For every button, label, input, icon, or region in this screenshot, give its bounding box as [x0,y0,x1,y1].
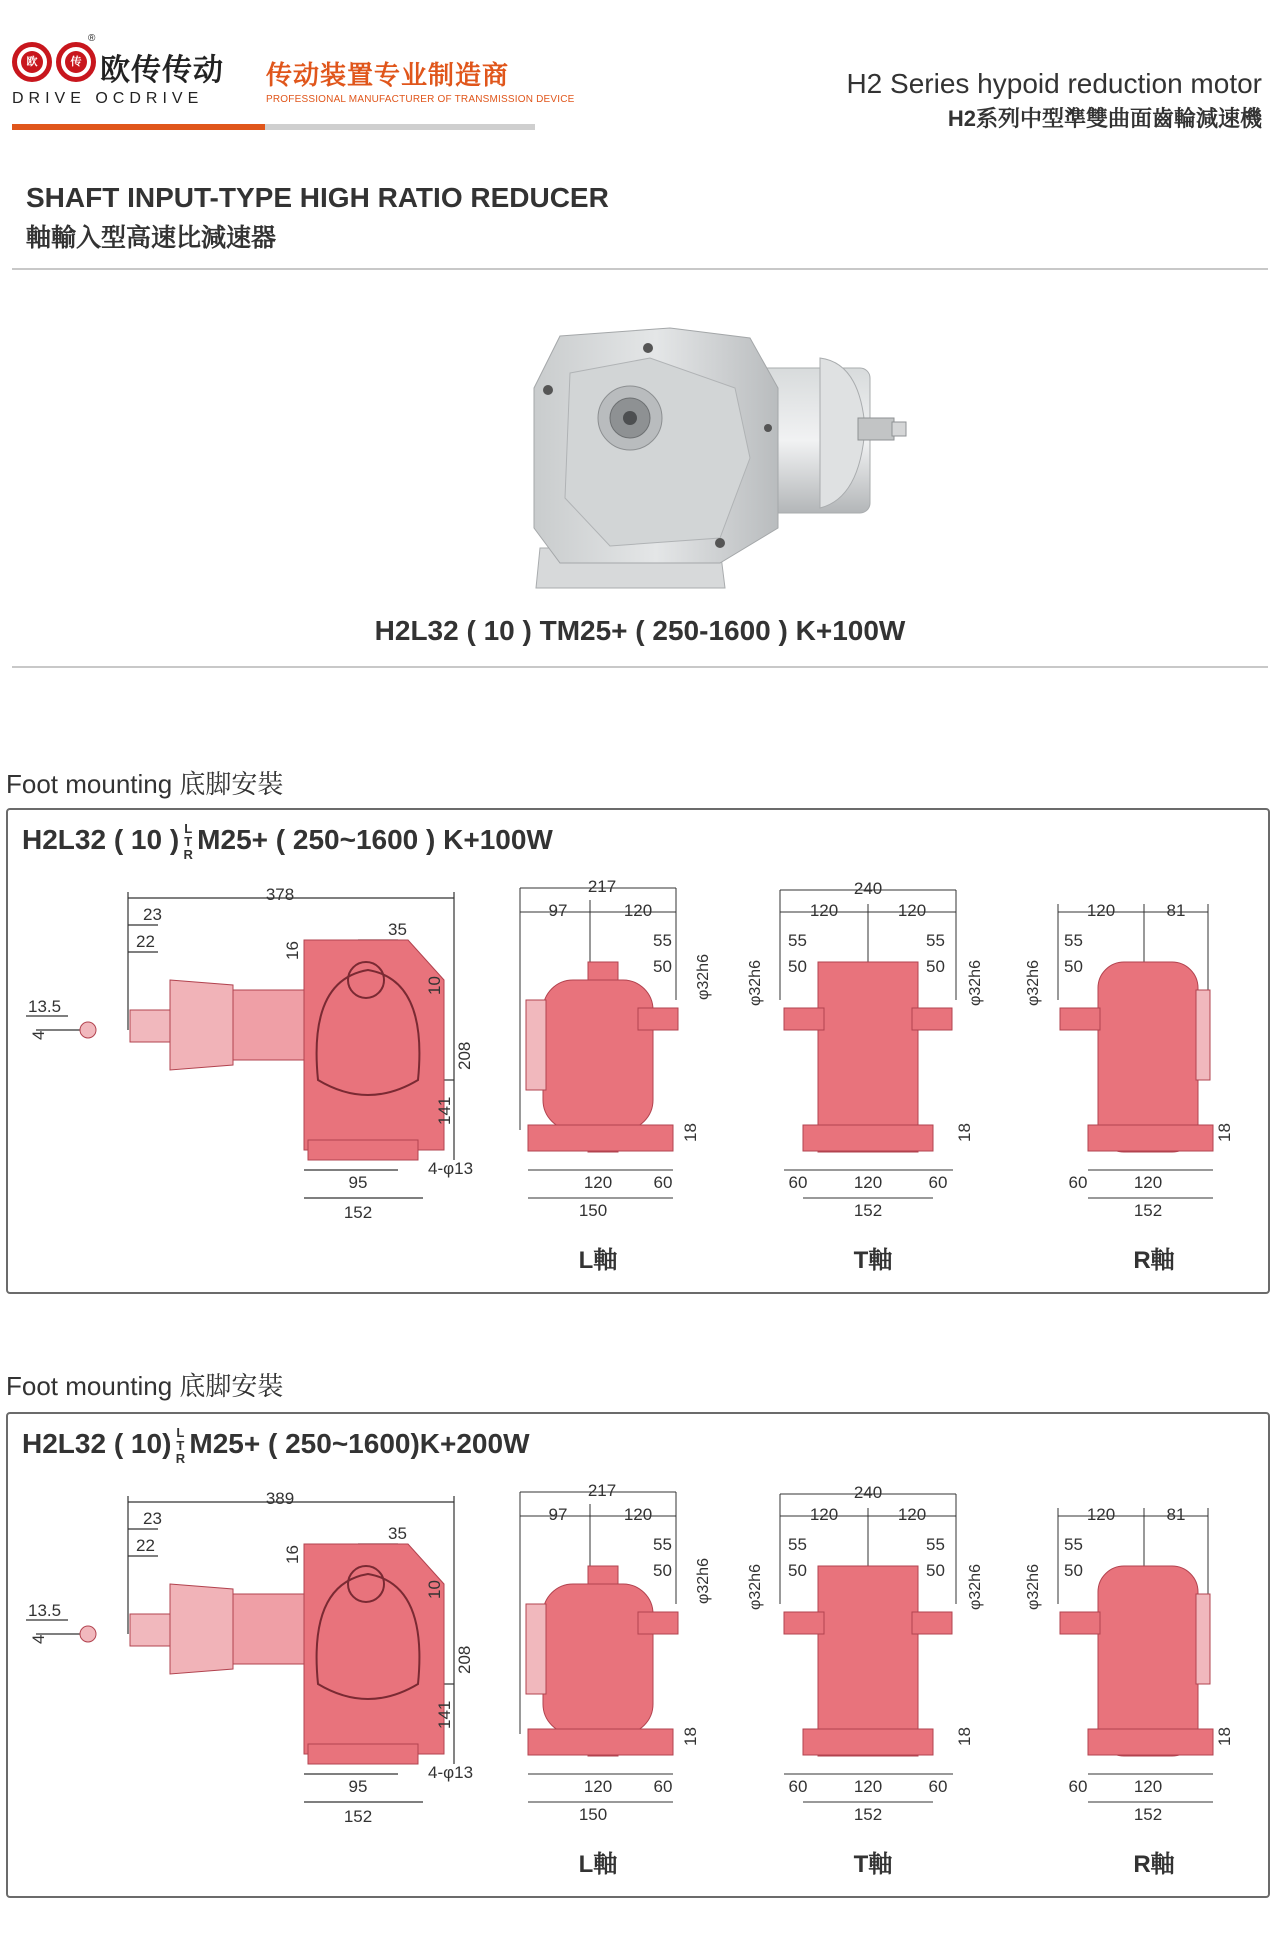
shaft-t: T [184,834,193,849]
series-title-en: H2 Series hypoid reduction motor [846,68,1262,99]
series-title-cn: H2系列中型準雙曲面齒輪減速機 [947,106,1262,131]
l-dim-217: 217 [587,880,617,896]
r-dim-base-120: 120 [1133,1777,1163,1796]
r-dim-55: 55 [1064,1535,1083,1554]
r-dim-18: 18 [1215,1727,1234,1746]
side-view-body [80,1544,444,1764]
product-photo [520,318,920,598]
l-dim-base-150: 150 [578,1201,608,1220]
overall-length-label: 378 [265,885,295,904]
dim-holes: 4-φ13 [428,1159,474,1178]
section-title: Foot mounting 底脚安裝 [6,1371,284,1401]
r-dim-dia: φ32h6 [1025,1564,1042,1610]
model-prefix: H2L32 ( 10 ) [22,823,180,855]
model-code [22,822,553,861]
shaft-ltr-stack [181,822,195,861]
dim-13-5: 13.5 [28,997,62,1016]
t-dim-120-b: 120 [897,901,927,920]
model-prefix: H2L32 ( 10) [22,1427,172,1459]
l-dim-55: 55 [653,1535,672,1554]
l-dim-dia: φ32h6 [695,954,712,1000]
r-view-name: R軸 [1133,1247,1175,1274]
t-dim-55-b: 55 [926,1535,945,1554]
l-dim-base-120: 120 [583,1777,613,1796]
overall-length-label: 389 [265,1489,295,1508]
page-title-cn: 軸輸入型高速比減速器 [26,224,277,252]
r-dim-base-152: 152 [1133,1201,1163,1220]
r-dim-120: 120 [1086,901,1116,920]
l-dim-97: 97 [548,1505,568,1524]
t-dim-18: 18 [955,1727,974,1746]
dimension-drawing [8,1484,1268,1894]
t-dim-50-b: 50 [926,1561,945,1580]
page-title-en: SHAFT INPUT-TYPE HIGH RATIO REDUCER [26,182,609,213]
dim-22: 22 [136,932,155,951]
drawing-panel-2 [6,1412,1270,1898]
l-view-name: L軸 [578,1247,618,1274]
r-dim-81: 81 [1166,901,1186,920]
l-dim-120: 120 [623,901,653,920]
tagline-cn: 传动装置专业制造商 [266,60,510,90]
brand-name-en: DRIVE OCDRIVE [12,90,204,107]
t-dim-120-a: 120 [809,1505,839,1524]
t-dim-50-b: 50 [926,957,945,976]
dim-10: 10 [425,1580,444,1599]
t-dim-dia-a: φ32h6 [747,960,764,1006]
photo-caption: H2L32 ( 10 ) TM25+ ( 250-1600 ) K+100W [374,615,906,646]
t-dim-base-152: 152 [853,1805,883,1824]
l-view-name: L軸 [578,1851,618,1878]
dim-152: 152 [343,1807,373,1826]
dim-23: 23 [143,905,162,924]
r-view-name: R軸 [1133,1851,1175,1878]
dim-16: 16 [283,1545,302,1564]
l-dim-base-120: 120 [583,1173,613,1192]
model-code [22,1426,530,1465]
t-dim-120-b: 120 [897,1505,927,1524]
r-dim-50: 50 [1064,1561,1083,1580]
t-dim-dia-b: φ32h6 [967,1564,984,1610]
t-dim-55-a: 55 [788,931,807,950]
shaft-l: L [184,821,193,836]
t-dim-base-60-b: 60 [928,1173,948,1192]
model-suffix: M25+ ( 250~1600 ) K+100W [197,823,553,855]
t-dim-240: 240 [853,1484,883,1502]
t-dim-base-60-a: 60 [788,1173,808,1192]
registered-mark: ® [88,33,96,44]
brand-name-cn: 欧传传动 [100,54,224,87]
t-dim-55-b: 55 [926,931,945,950]
t-dim-dia-b: φ32h6 [967,960,984,1006]
title-divider [12,268,1268,270]
dim-152: 152 [343,1203,373,1222]
shaft-ltr-stack [173,1426,187,1465]
logo-mark [12,42,96,82]
l-dim-50: 50 [653,1561,672,1580]
dim-95: 95 [348,1173,368,1192]
dim-35: 35 [388,920,407,939]
r-dim-base-60: 60 [1068,1777,1088,1796]
t-dim-dia-a: φ32h6 [747,1564,764,1610]
l-dim-base-150: 150 [578,1805,608,1824]
side-view-body [80,940,444,1160]
t-dim-base-120: 120 [853,1173,883,1192]
r-dim-dia: φ32h6 [1025,960,1042,1006]
dim-95: 95 [348,1777,368,1796]
t-dim-55-a: 55 [788,1535,807,1554]
model-suffix: M25+ ( 250~1600)K+200W [189,1427,530,1459]
shaft-l: L [176,1425,185,1440]
r-dim-base-60: 60 [1068,1173,1088,1192]
l-dim-18: 18 [681,1123,700,1142]
drawing-panel-1 [6,808,1270,1294]
t-dim-18: 18 [955,1123,974,1142]
dim-208: 208 [455,1041,474,1070]
t-dim-base-152: 152 [853,1201,883,1220]
dim-208: 208 [455,1645,474,1674]
tagline-en: PROFESSIONAL MANUFACTURER OF TRANSMISSION DEVICE [266,94,575,105]
shaft-t: T [176,1438,185,1453]
r-dim-55: 55 [1064,931,1083,950]
dim-16: 16 [283,941,302,960]
t-dim-base-60-b: 60 [928,1777,948,1796]
dim-holes: 4-φ13 [428,1763,474,1782]
dim-13-5: 13.5 [28,1601,62,1620]
dim-4: 4 [29,1030,48,1040]
dim-141: 141 [435,1096,454,1125]
photo-divider [12,666,1268,668]
l-dim-120: 120 [623,1505,653,1524]
logo-left-char: 欧 [21,51,43,73]
dim-23: 23 [143,1509,162,1528]
dim-4: 4 [29,1634,48,1644]
shaft-r: R [175,1451,186,1466]
dim-141: 141 [435,1700,454,1729]
r-dim-base-152: 152 [1133,1805,1163,1824]
t-view-name: T軸 [853,1247,893,1274]
t-dim-240: 240 [853,880,883,898]
l-dim-50: 50 [653,957,672,976]
t-view-name: T軸 [853,1851,893,1878]
l-dim-base-60: 60 [653,1777,673,1796]
r-dim-base-120: 120 [1133,1173,1163,1192]
dim-35: 35 [388,1524,407,1543]
t-dim-base-120: 120 [853,1777,883,1796]
section-title: Foot mounting 底脚安裝 [6,769,284,799]
dim-10: 10 [425,976,444,995]
r-dim-18: 18 [1215,1123,1234,1142]
l-dim-18: 18 [681,1727,700,1746]
header-bar-gray [265,124,535,130]
t-dim-50-a: 50 [788,1561,807,1580]
logo-circle-left [12,42,52,82]
l-dim-base-60: 60 [653,1173,673,1192]
r-dim-120: 120 [1086,1505,1116,1524]
l-dim-55: 55 [653,931,672,950]
t-dim-120-a: 120 [809,901,839,920]
l-dim-217: 217 [587,1484,617,1500]
header-bar-accent [12,124,265,130]
dim-22: 22 [136,1536,155,1555]
l-dim-dia: φ32h6 [695,1558,712,1604]
r-dim-50: 50 [1064,957,1083,976]
dimension-drawing [8,880,1268,1290]
logo-right-char: 传 [65,51,87,73]
t-dim-base-60-a: 60 [788,1777,808,1796]
l-dim-97: 97 [548,901,568,920]
t-dim-50-a: 50 [788,957,807,976]
logo-circle-right [56,42,96,82]
r-dim-81: 81 [1166,1505,1186,1524]
shaft-r: R [183,847,193,862]
